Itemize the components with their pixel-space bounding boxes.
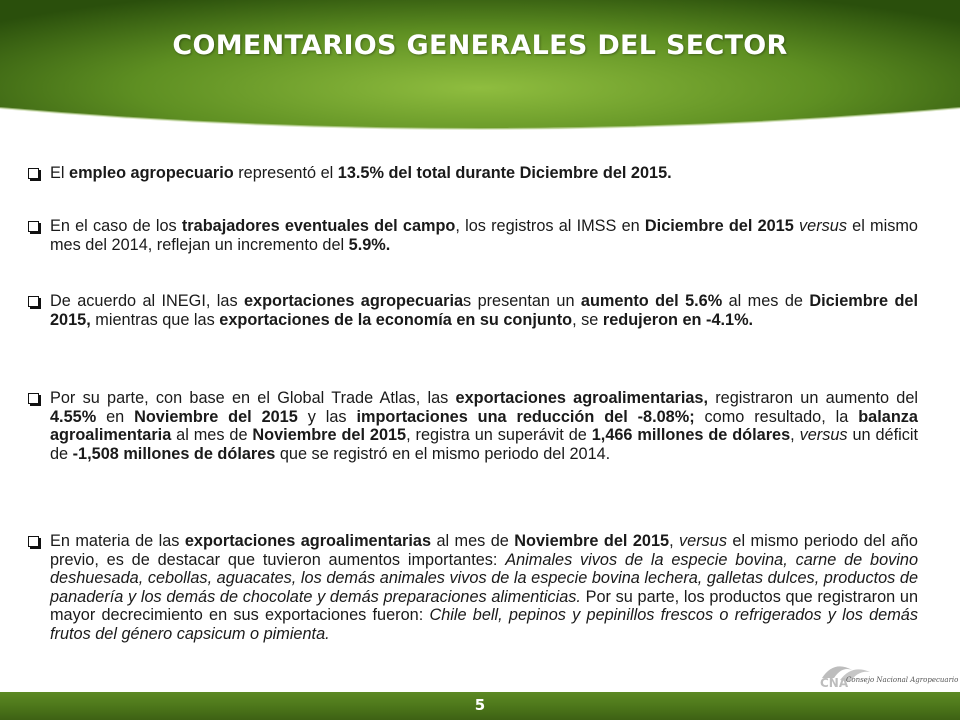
bold-text-run: empleo agropecuario bbox=[69, 164, 234, 182]
header-band bbox=[0, 0, 960, 160]
bullet-item bbox=[28, 292, 918, 329]
header-background bbox=[0, 0, 960, 160]
text-run: al mes de bbox=[171, 426, 253, 444]
text-run: registraron un aumento del bbox=[708, 389, 918, 407]
bold-text-run: exportaciones agropecuaria bbox=[243, 292, 464, 310]
text-run: El bbox=[50, 164, 70, 182]
bold-text-run: Noviembre del 2015 bbox=[514, 532, 670, 550]
text-run: y las bbox=[297, 407, 357, 426]
bullet-text bbox=[50, 217, 918, 254]
page-title: COMENTARIOS GENERALES DEL SECTOR bbox=[172, 30, 788, 61]
bold-text-run: aumento del 5.6% bbox=[580, 292, 723, 310]
bold-text-run: exportaciones de la economía en su conjunto bbox=[219, 310, 573, 329]
italic-text-run: Chile bell, pepinos y pepinillos frescos o refrigerados y los demás frutos del género capsicum o pimienta. bbox=[50, 606, 918, 643]
text-run: En materia de las bbox=[50, 532, 185, 550]
text-run: al mes de bbox=[722, 292, 810, 310]
bullet-text bbox=[50, 389, 918, 463]
text-run: mientras que las bbox=[90, 310, 220, 329]
text-run: como resultado, la bbox=[694, 407, 859, 426]
svg-text:CNA: CNA bbox=[820, 676, 849, 690]
bold-text-run: 4.55% bbox=[50, 407, 97, 426]
checkbox-bullet-icon bbox=[28, 393, 39, 404]
text-run: en bbox=[96, 407, 135, 426]
text-run: , los registros al IMSS en bbox=[455, 217, 645, 235]
text-run: que se registró en el mismo periodo del 2014. bbox=[275, 444, 611, 463]
bold-text-run: 5.9%. bbox=[348, 235, 391, 254]
bullet-text bbox=[50, 532, 918, 643]
text-run: , registra un superávit de bbox=[406, 426, 592, 444]
text-run: el mismo periodo del año previo, es de destacar que tuvieron aumentos importantes: bbox=[50, 532, 918, 569]
text-run: Por su parte, con base en el Global Trade Atlas, las bbox=[50, 389, 456, 407]
bold-text-run: Diciembre del 2015 bbox=[644, 217, 794, 235]
text-run: En el caso de los bbox=[50, 217, 182, 235]
page-number: 5 bbox=[474, 696, 486, 714]
cna-logo-icon bbox=[812, 656, 952, 692]
italic-text-run: versus bbox=[799, 217, 847, 235]
checkbox-bullet-icon bbox=[28, 168, 39, 179]
bullet-item bbox=[28, 164, 918, 183]
checkbox-bullet-icon bbox=[28, 536, 39, 547]
text-run: al mes de bbox=[431, 532, 515, 550]
bullet-item bbox=[28, 389, 918, 463]
italic-text-run: versus bbox=[799, 426, 848, 444]
bold-text-run: 13.5% del total durante Diciembre del 2015. bbox=[337, 164, 672, 182]
bold-text-run: -1,508 millones de dólares bbox=[72, 444, 276, 463]
bold-text-run: 1,466 millones de dólares bbox=[591, 426, 791, 444]
bullet-item bbox=[28, 532, 918, 643]
bold-text-run: exportaciones agroalimentarias bbox=[184, 532, 432, 550]
text-run: el mismo mes del 2014, reflejan un incremento del bbox=[50, 217, 918, 254]
italic-text-run: Animales vivos de la especie bovina, carne de bovino deshuesada, cebollas, aguacates, los demás animales vivos de la especie bovina lechera, galletas dulces, productos de panadería y los demás de chocolate y demás preparaciones alimenticias. bbox=[50, 550, 918, 606]
bullet-text bbox=[50, 164, 672, 182]
bold-text-run: exportaciones agroalimentarias, bbox=[455, 389, 708, 407]
text-run: , bbox=[669, 532, 680, 550]
bold-text-run: Noviembre del 2015 bbox=[252, 426, 407, 444]
checkbox-bullet-icon bbox=[28, 221, 39, 232]
bold-text-run: redujeron en -4.1%. bbox=[602, 310, 754, 329]
text-run: un déficit de bbox=[50, 426, 918, 463]
bold-text-run: trabajadores eventuales del campo bbox=[181, 217, 456, 235]
logo-text: Consejo Nacional Agropecuario bbox=[846, 676, 959, 684]
checkbox-bullet-icon bbox=[28, 296, 39, 307]
bold-text-run: importaciones una reducción del -8.08%; bbox=[356, 407, 695, 426]
text-run: s presentan un bbox=[463, 292, 581, 310]
bold-text-run: Diciembre del 2015, bbox=[50, 292, 918, 329]
text-run: representó el bbox=[233, 164, 338, 182]
bullet-text bbox=[50, 292, 918, 329]
text-run: , se bbox=[572, 310, 603, 329]
text-run: De acuerdo al INEGI, las bbox=[50, 292, 244, 310]
bullet-item bbox=[28, 217, 918, 254]
bold-text-run: Noviembre del 2015 bbox=[134, 407, 298, 426]
italic-text-run: versus bbox=[679, 532, 727, 550]
text-run: Por su parte, los productos que registraron un mayor decrecimiento en sus exportaciones fueron: bbox=[50, 587, 918, 624]
bold-text-run: balanza agroalimentaria bbox=[50, 407, 918, 444]
text-run: , bbox=[790, 426, 800, 444]
